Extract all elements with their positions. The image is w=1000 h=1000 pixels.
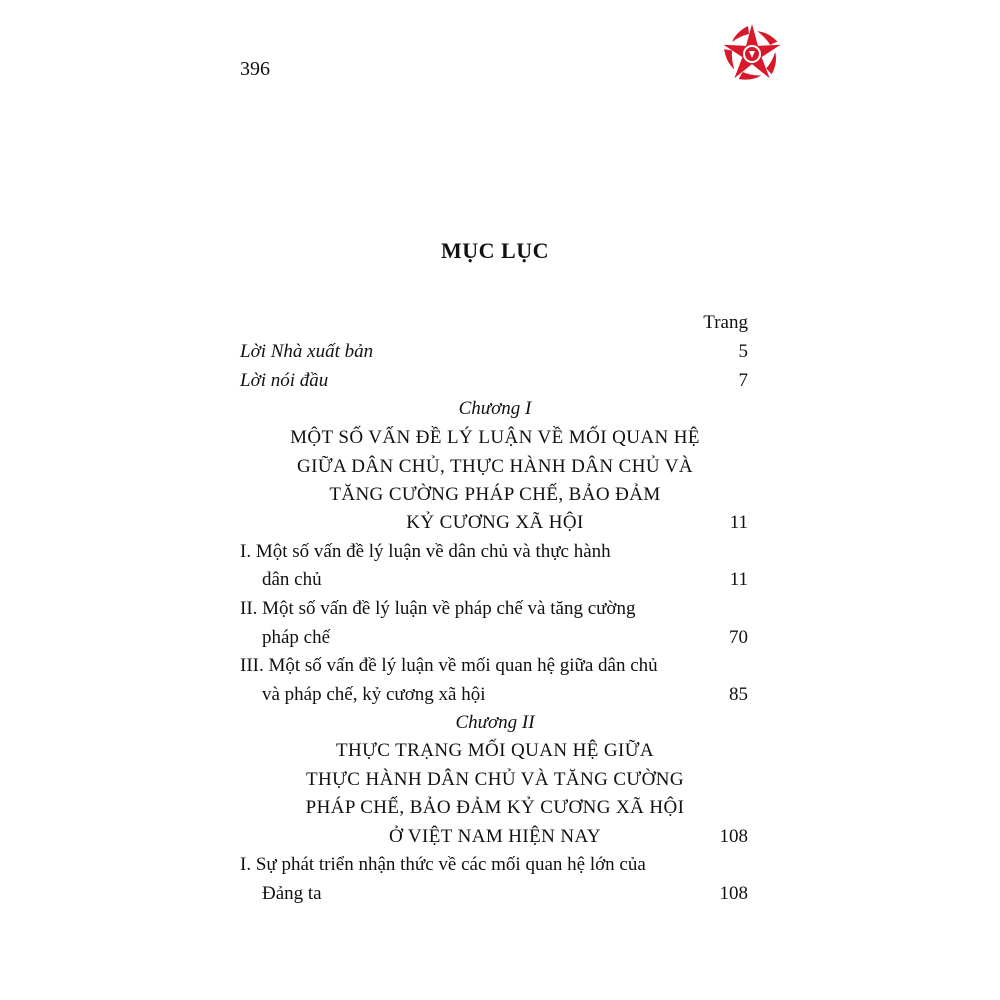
toc-section-line: I. Một số vấn đề lý luận về dân chủ và thực hành	[240, 541, 611, 562]
chapter-title-line: TĂNG CƯỜNG PHÁP CHẾ, BẢO ĐẢM	[329, 484, 661, 505]
toc-page-section: 85	[729, 684, 748, 705]
chapter-title-line: PHÁP CHẾ, BẢO ĐẢM KỶ CƯƠNG XÃ HỘI	[305, 797, 685, 818]
toc-section-line: pháp chế	[262, 627, 331, 648]
chapter-title-line: MỘT SỐ VẤN ĐỀ LÝ LUẬN VỀ MỐI QUAN HỆ	[290, 427, 700, 448]
toc-section-line: dân chủ	[262, 569, 322, 590]
toc-section-line: và pháp chế, kỷ cương xã hội	[262, 684, 486, 705]
toc-section-line: I. Sự phát triển nhận thức về các mối quan hệ lớn của	[240, 854, 646, 875]
page-column-label: Trang	[703, 312, 748, 333]
toc-section-line: Đảng ta	[262, 883, 322, 904]
toc-page-preface: 7	[738, 370, 748, 391]
chapter-title-line: Ở VIỆT NAM HIỆN NAY	[388, 826, 602, 847]
toc-page-section: 70	[729, 627, 748, 648]
toc-page-section: 11	[729, 569, 748, 590]
chapter-label: Chương I	[458, 398, 532, 419]
chapter-title-line: THỰC TRẠNG MỐI QUAN HỆ GIỮA	[335, 740, 655, 761]
toc-entry-publisher-note: Lời Nhà xuất bản	[240, 341, 374, 362]
page-number: 396	[240, 58, 270, 80]
chapter-label: Chương II	[455, 712, 535, 733]
publisher-star-logo-icon	[720, 22, 784, 86]
toc-section-line: II. Một số vấn đề lý luận về pháp chế và tăng cường	[240, 598, 636, 619]
chapter-title-line: KỶ CƯƠNG XÃ HỘI	[406, 512, 584, 533]
page-title: MỤC LỤC	[441, 238, 549, 263]
toc-entry-preface: Lời nói đầu	[240, 370, 329, 391]
toc-page-chapter: 11	[729, 512, 748, 533]
toc-page-chapter: 108	[719, 826, 748, 847]
chapter-title-line: GIỮA DÂN CHỦ, THỰC HÀNH DÂN CHỦ VÀ	[296, 456, 693, 477]
toc-page-publisher-note: 5	[738, 341, 748, 362]
chapter-title-line: THỰC HÀNH DÂN CHỦ VÀ TĂNG CƯỜNG	[306, 769, 684, 790]
toc-page-section: 108	[719, 883, 748, 904]
toc-section-line: III. Một số vấn đề lý luận về mối quan hệ giữa dân chủ	[240, 655, 658, 676]
